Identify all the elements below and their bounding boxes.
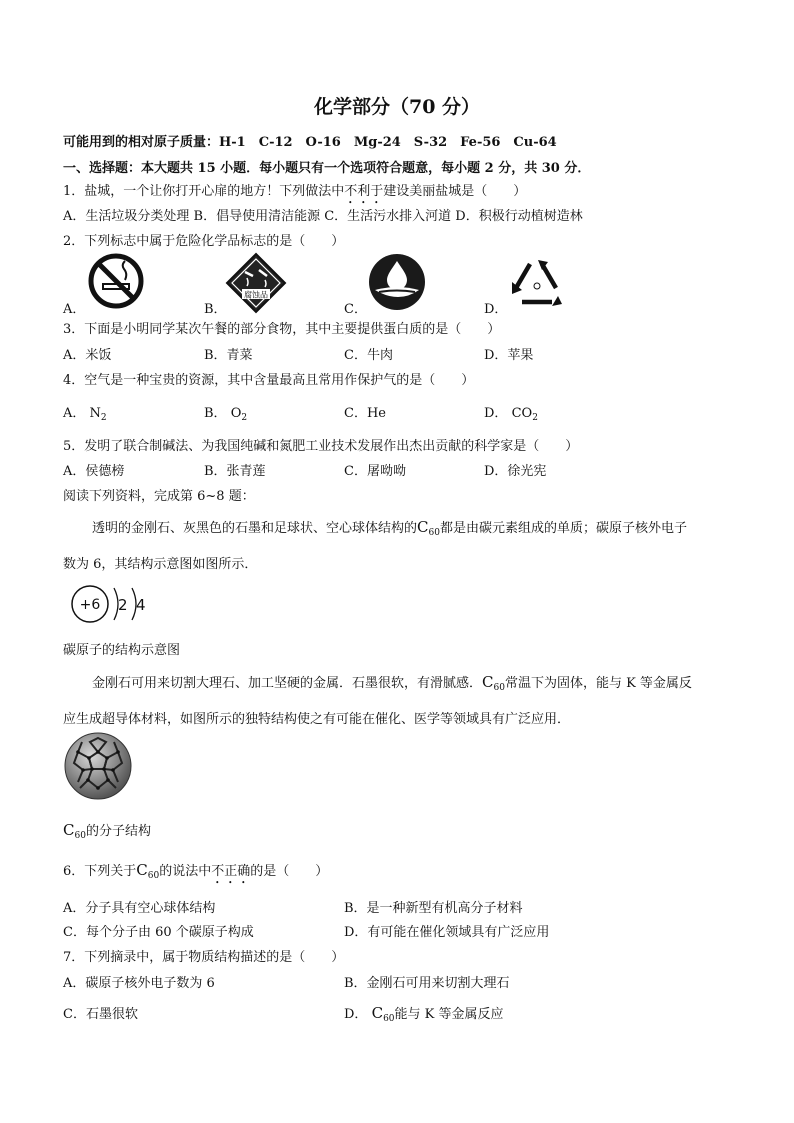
q6-option-c: C．每个分子由 60 个碳原子构成 bbox=[63, 925, 254, 940]
reading-p1-post: 都是由碳元素组成的单质；碳原子核外电子 bbox=[439, 521, 687, 536]
c60-molecule-icon bbox=[62, 730, 134, 802]
q4-d-subscript: 2 bbox=[532, 413, 538, 423]
q7-option-b: B．金刚石可用来切割大理石 bbox=[344, 976, 510, 991]
recycling-sign-icon bbox=[508, 258, 566, 310]
q4-d-formula: CO bbox=[511, 406, 533, 421]
c60-caption-post: 的分子结构 bbox=[85, 824, 151, 839]
q1-stem-post: 建设美丽盐城是（ ） bbox=[383, 184, 527, 199]
q2-option-b: B． bbox=[204, 302, 227, 317]
reading-p2-post: 常温下为固体，能与 K 等金属反 bbox=[504, 676, 692, 691]
question-7-stem: 7．下列摘录中，属于物质结构描述的是（ ） bbox=[63, 950, 345, 965]
q5-option-d: D．徐光宪 bbox=[484, 464, 547, 479]
q4-a-formula: N bbox=[89, 406, 101, 421]
q7-d-c60: C bbox=[371, 1004, 384, 1022]
q3-option-c: C．牛肉 bbox=[344, 348, 393, 363]
water-saving-sign-icon bbox=[367, 252, 427, 312]
reading-p1-pre: 透明的金刚石、灰黑色的石墨和足球状、空心球体结构的 bbox=[92, 521, 418, 536]
q5-option-b: B．张青莲 bbox=[204, 464, 266, 479]
q7-option-c: C．石墨很软 bbox=[63, 1007, 138, 1022]
section-heading: 一、选择题：本大题共 15 小题．每小题只有一个选项符合题意，每小题 2 分，共 30 分． bbox=[63, 161, 591, 176]
no-smoking-sign-icon bbox=[87, 252, 145, 310]
q6-option-a: A．分子具有空心球体结构 bbox=[63, 901, 216, 916]
reading-intro: 阅读下列资料，完成第 6~8 题： bbox=[63, 489, 255, 504]
reading-p2-c60: C bbox=[482, 673, 494, 691]
q4-b-label: B． bbox=[204, 406, 227, 421]
q3-option-b: B．青菜 bbox=[204, 348, 253, 363]
question-1-stem bbox=[63, 180, 526, 207]
question-4-stem: 4．空气是一种宝贵的资源，其中含量最高且常用作保护气的是（ ） bbox=[63, 373, 475, 388]
q7-option-a: A．碳原子核外电子数为 6 bbox=[63, 976, 215, 991]
q3-option-d: D．苹果 bbox=[484, 348, 534, 363]
q4-option-c: C．He bbox=[344, 406, 386, 421]
q2-option-d: D． bbox=[484, 302, 508, 317]
corrosive-sign-label: 腐蚀品 bbox=[244, 290, 268, 300]
c60-structure-caption bbox=[63, 820, 151, 839]
reading-p2-c60-sub: 60 bbox=[493, 683, 505, 693]
question-6-stem bbox=[63, 860, 328, 887]
q4-b-formula: O bbox=[230, 406, 242, 421]
reading-paragraph-2-line2: 应生成超导体材料，如图所示的独特结构使之有可能在催化、医学等领域具有广泛应用． bbox=[63, 712, 571, 727]
q1-stem-pre: 1．盐城，一个让你打开心扉的地方！下列做法中 bbox=[63, 184, 345, 199]
q4-option-a bbox=[63, 402, 107, 421]
carbon-atom-diagram bbox=[66, 582, 156, 632]
reading-p1-c60: C bbox=[417, 518, 429, 536]
atom-nucleus-label: +6 bbox=[79, 597, 101, 613]
q7-option-d bbox=[344, 1003, 504, 1022]
q7-d-post: 能与 K 等金属反应 bbox=[394, 1007, 504, 1022]
reading-p1-c60-sub: 60 bbox=[428, 528, 440, 538]
reading-paragraph-2 bbox=[92, 672, 692, 691]
q1-emphasis: 不利于 bbox=[344, 184, 384, 199]
q6-mid: 的说法中 bbox=[159, 864, 212, 879]
q6-option-d: D．有可能在催化领域具有广泛应用 bbox=[344, 925, 550, 940]
q4-d-label: D． bbox=[484, 406, 508, 421]
q4-a-subscript: 2 bbox=[100, 413, 107, 423]
page-title: 化学部分（70 分） bbox=[313, 96, 481, 118]
q7-d-c60-sub: 60 bbox=[383, 1014, 395, 1024]
atom-shell-2-electrons: 4 bbox=[136, 596, 146, 614]
q6-option-b: B．是一种新型有机高分子材料 bbox=[344, 901, 523, 916]
c60-caption-sub: 60 bbox=[74, 831, 86, 841]
question-5-stem: 5．发明了联合制碱法、为我国纯碱和氮肥工业技术发展作出杰出贡献的科学家是（ ） bbox=[63, 439, 579, 454]
question-2-stem: 2．下列标志中属于危险化学品标志的是（ ） bbox=[63, 234, 345, 249]
q6-c60: C bbox=[136, 861, 148, 879]
q6-emphasis: 不正确 bbox=[211, 864, 251, 879]
reading-paragraph-1-line2: 数为 6，其结构示意图如图所示． bbox=[63, 557, 258, 572]
q2-option-c: C． bbox=[344, 302, 367, 317]
atom-shell-1-electrons: 2 bbox=[118, 596, 128, 614]
question-3-stem: 3．下面是小明同学某次午餐的部分食物，其中主要提供蛋白质的是（ ） bbox=[63, 322, 501, 337]
corrosive-hazard-sign-icon bbox=[225, 252, 287, 314]
q4-b-subscript: 2 bbox=[241, 413, 248, 423]
atomic-mass-line: 可能用到的相对原子质量：H-1 C-12 O-16 Mg-24 S-32 Fe-56 Cu-64 bbox=[63, 135, 557, 150]
q2-option-a: A． bbox=[63, 302, 86, 317]
q6-c60-sub: 60 bbox=[147, 871, 160, 881]
question-1-options: A．生活垃圾分类处理 B．倡导使用清洁能源 C．生活污水排入河道 D．积极行动植树造林 bbox=[63, 209, 583, 224]
atom-diagram-caption: 碳原子的结构示意图 bbox=[63, 643, 181, 658]
q4-option-d bbox=[484, 402, 538, 421]
reading-p2-pre: 金刚石可用来切割大理石、加工坚硬的金属．石墨很软，有滑腻感． bbox=[92, 676, 483, 691]
reading-paragraph-1 bbox=[92, 517, 687, 536]
q5-option-a: A．侯德榜 bbox=[63, 464, 125, 479]
q4-a-label: A． bbox=[63, 406, 86, 421]
q6-post: 的是（ ） bbox=[250, 864, 329, 879]
q6-pre: 6．下列关于 bbox=[63, 864, 137, 879]
c60-caption-c: C bbox=[63, 821, 75, 839]
q4-option-b bbox=[204, 402, 247, 421]
q7-d-label: D． bbox=[344, 1007, 368, 1022]
q3-option-a: A．米饭 bbox=[63, 348, 112, 363]
q5-option-c: C．屠呦呦 bbox=[344, 464, 406, 479]
